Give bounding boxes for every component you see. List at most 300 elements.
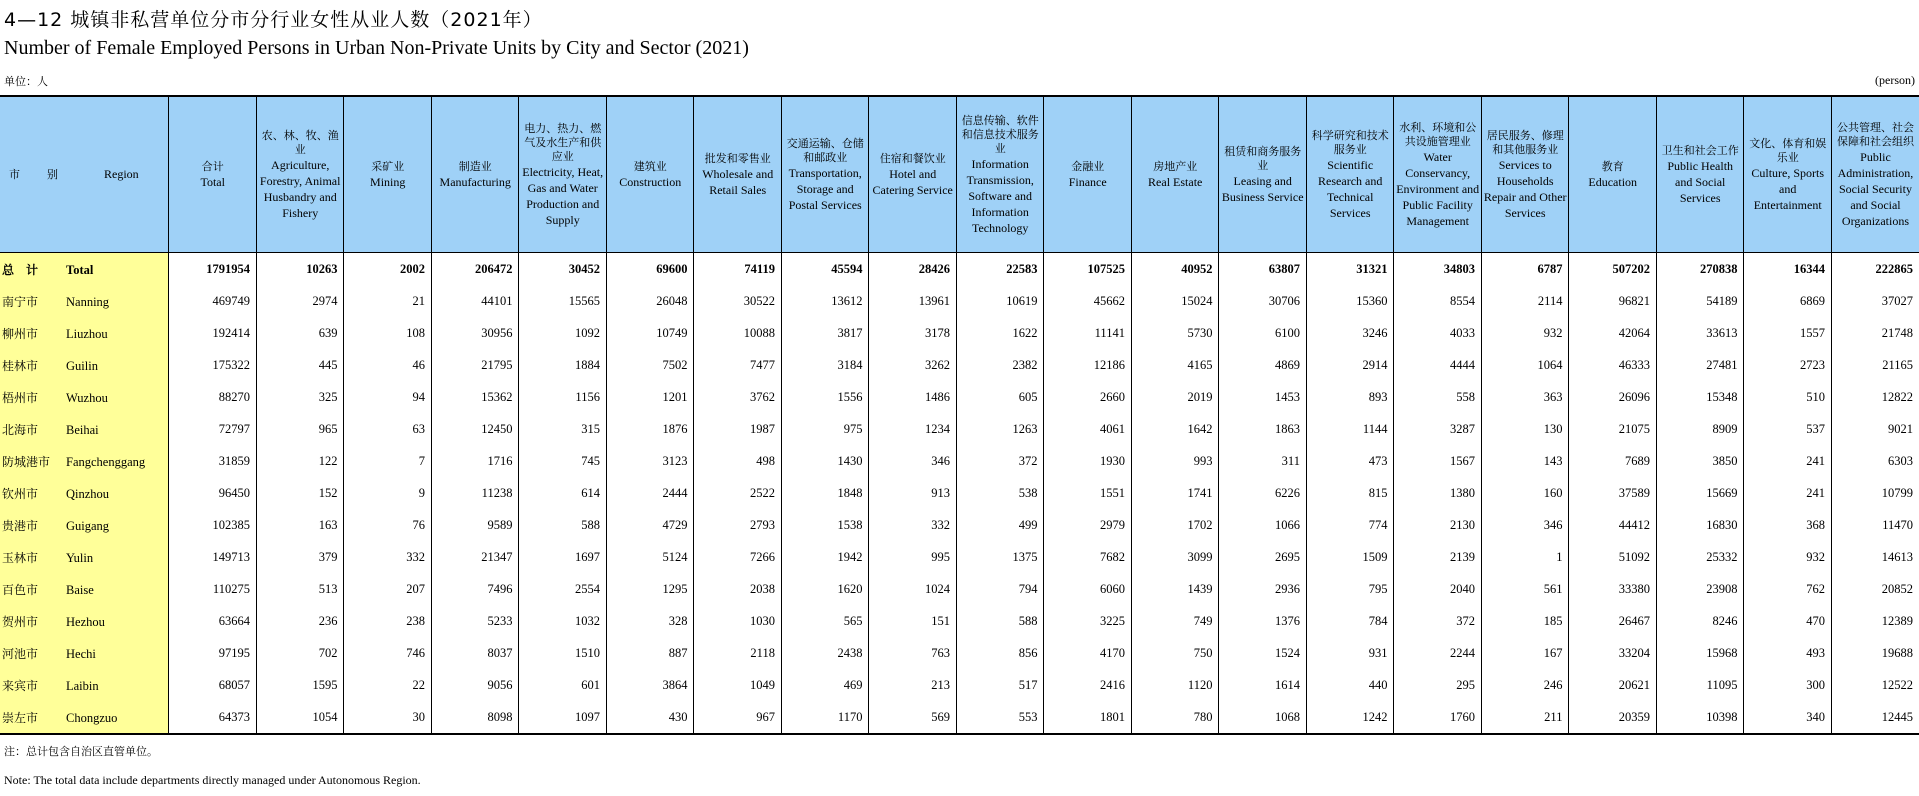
table-row (0, 573, 1919, 605)
table-cell: 7477 (694, 349, 782, 381)
column-header-cn: 电力、热力、燃气及水生产和供应业 (524, 121, 602, 163)
table-cell: 1156 (519, 381, 607, 413)
table-cell: 30 (344, 701, 432, 734)
column-header-en: Culture, Sports and Entertainment (1751, 165, 1825, 212)
table-cell: 94 (344, 381, 432, 413)
column-header-en: Hotel and Catering Service (872, 166, 953, 197)
table-cell: 31859 (169, 445, 257, 477)
table-cell: 498 (694, 445, 782, 477)
table-cell: 1201 (606, 381, 694, 413)
title-english: Number of Female Employed Persons in Urban Non-Private Units by City and Sector (2021) (4, 37, 749, 59)
column-header (1569, 96, 1657, 253)
table-cell: 1622 (956, 317, 1044, 349)
table-cell: 11095 (1656, 669, 1744, 701)
table-cell: 965 (256, 413, 344, 445)
table-cell: 553 (956, 701, 1044, 734)
table-row (0, 605, 1919, 637)
table-cell: 12186 (1044, 349, 1132, 381)
region-name-cn: 北海市 (2, 422, 39, 437)
table-cell: 28426 (869, 253, 957, 286)
column-header-en: Public Health and Social Services (1667, 158, 1734, 205)
table-cell: 3184 (781, 349, 869, 381)
column-header-cn: 农、林、牧、渔业 (261, 128, 339, 156)
table-cell: 4170 (1044, 637, 1132, 669)
table-cell: 975 (781, 413, 869, 445)
table-cell: 8098 (431, 701, 519, 734)
table-cell: 1848 (781, 477, 869, 509)
column-header-cn: 文化、体育和娱乐业 (1749, 136, 1827, 164)
table-cell: 16830 (1656, 509, 1744, 541)
table-cell: 588 (519, 509, 607, 541)
table-cell: 3864 (606, 669, 694, 701)
column-header-en: Real Estate (1148, 174, 1203, 189)
table-cell: 774 (1306, 509, 1394, 541)
table-cell: 9 (344, 477, 432, 509)
row-header (0, 541, 169, 573)
table-cell: 96450 (169, 477, 257, 509)
table-cell: 1760 (1394, 701, 1482, 734)
table-cell: 893 (1306, 381, 1394, 413)
table-cell: 1030 (694, 605, 782, 637)
table-cell: 995 (869, 541, 957, 573)
table-cell: 379 (256, 541, 344, 573)
table-cell: 537 (1744, 413, 1832, 445)
table-cell: 16344 (1744, 253, 1832, 286)
table-cell: 19688 (1831, 637, 1919, 669)
unit-label-chinese: 单位：人 (4, 75, 48, 88)
table-cell: 3225 (1044, 605, 1132, 637)
column-header-cn: 住宿和餐饮业 (879, 151, 946, 165)
table-cell: 1068 (1219, 701, 1307, 734)
column-header-cn: 教育 (1601, 159, 1624, 173)
table-cell: 45662 (1044, 285, 1132, 317)
table-cell: 1716 (431, 445, 519, 477)
row-header (0, 349, 169, 381)
region-name-en: Qinzhou (66, 486, 110, 501)
table-cell: 368 (1744, 509, 1832, 541)
table-cell: 10619 (956, 285, 1044, 317)
table-cell: 37589 (1569, 477, 1657, 509)
table-cell: 6787 (1481, 253, 1569, 286)
table-cell: 21795 (431, 349, 519, 381)
region-name-en: Liuzhou (66, 326, 108, 341)
region-header (0, 96, 169, 253)
table-cell: 3850 (1656, 445, 1744, 477)
table-cell: 14613 (1831, 541, 1919, 573)
table-cell: 167 (1481, 637, 1569, 669)
table-row (0, 637, 1919, 669)
table-cell: 1032 (519, 605, 607, 637)
table-cell: 750 (1131, 637, 1219, 669)
table-cell: 300 (1744, 669, 1832, 701)
total-row (0, 253, 1919, 286)
region-name-cn: 桂林市 (2, 358, 39, 373)
table-cell: 2118 (694, 637, 782, 669)
table-cell: 2660 (1044, 381, 1132, 413)
table-cell: 815 (1306, 477, 1394, 509)
table-cell: 6869 (1744, 285, 1832, 317)
table-cell: 363 (1481, 381, 1569, 413)
table-cell: 749 (1131, 605, 1219, 637)
table-cell: 328 (606, 605, 694, 637)
region-name-cn: 崇左市 (2, 710, 39, 725)
table-cell: 469749 (169, 285, 257, 317)
table-cell: 3762 (694, 381, 782, 413)
table-cell: 63664 (169, 605, 257, 637)
table-cell: 569 (869, 701, 957, 734)
table-cell: 44101 (431, 285, 519, 317)
table-cell: 4869 (1219, 349, 1307, 381)
table-cell: 1614 (1219, 669, 1307, 701)
table-cell: 1380 (1394, 477, 1482, 509)
column-header-en: Finance (1068, 174, 1107, 189)
column-header (956, 96, 1044, 253)
table-cell: 510 (1744, 381, 1832, 413)
table-cell: 1120 (1131, 669, 1219, 701)
table-cell: 1234 (869, 413, 957, 445)
table-cell: 565 (781, 605, 869, 637)
data-table (0, 95, 1919, 735)
table-cell: 887 (606, 637, 694, 669)
table-cell: 54189 (1656, 285, 1744, 317)
table-cell: 746 (344, 637, 432, 669)
table-cell: 4165 (1131, 349, 1219, 381)
table-cell: 2002 (344, 253, 432, 286)
table-cell: 745 (519, 445, 607, 477)
column-header-cn: 交通运输、仓储和邮政业 (786, 136, 864, 164)
table-cell: 9056 (431, 669, 519, 701)
table-cell: 1054 (256, 701, 344, 734)
table-cell: 588 (956, 605, 1044, 637)
table-cell: 3262 (869, 349, 957, 381)
header-row (0, 96, 1919, 253)
table-cell: 30522 (694, 285, 782, 317)
table-cell: 605 (956, 381, 1044, 413)
column-header-en: Construction (619, 174, 682, 189)
table-cell: 10088 (694, 317, 782, 349)
table-cell: 9021 (1831, 413, 1919, 445)
table-cell: 270838 (1656, 253, 1744, 286)
row-header (0, 509, 169, 541)
table-cell: 931 (1306, 637, 1394, 669)
table-cell: 8246 (1656, 605, 1744, 637)
table-cell: 967 (694, 701, 782, 734)
table-cell: 2914 (1306, 349, 1394, 381)
row-header (0, 477, 169, 509)
table-cell: 2793 (694, 509, 782, 541)
table-cell: 122 (256, 445, 344, 477)
table-cell: 68057 (169, 669, 257, 701)
table-cell: 1930 (1044, 445, 1132, 477)
table-cell: 558 (1394, 381, 1482, 413)
table-cell: 2974 (256, 285, 344, 317)
table-cell: 9589 (431, 509, 519, 541)
table-row (0, 317, 1919, 349)
table-cell: 513 (256, 573, 344, 605)
table-cell: 21165 (1831, 349, 1919, 381)
table-cell: 151 (869, 605, 957, 637)
column-header (1744, 96, 1832, 253)
column-header (344, 96, 432, 253)
table-cell: 160 (1481, 477, 1569, 509)
table-cell: 33613 (1656, 317, 1744, 349)
table-cell: 1066 (1219, 509, 1307, 541)
column-header-en: Leasing and Business Service (1221, 173, 1304, 204)
table-cell: 1987 (694, 413, 782, 445)
table-cell: 1376 (1219, 605, 1307, 637)
table-cell: 2038 (694, 573, 782, 605)
region-name-en: Beihai (66, 422, 99, 437)
table-cell: 7682 (1044, 541, 1132, 573)
table-cell: 6100 (1219, 317, 1307, 349)
table-cell: 8554 (1394, 285, 1482, 317)
region-name-cn: 贵港市 (2, 518, 39, 533)
table-cell: 763 (869, 637, 957, 669)
table-cell: 762 (1744, 573, 1832, 605)
row-header (0, 317, 169, 349)
table-cell: 1439 (1131, 573, 1219, 605)
table-cell: 33380 (1569, 573, 1657, 605)
region-name-cn: 百色市 (2, 582, 39, 597)
table-cell: 37027 (1831, 285, 1919, 317)
table-cell: 1263 (956, 413, 1044, 445)
table-row (0, 445, 1919, 477)
table-cell: 1538 (781, 509, 869, 541)
column-header-en: Agriculture, Forestry, Animal Husbandry and Fishery (259, 157, 341, 220)
table-cell: 238 (344, 605, 432, 637)
table-cell: 1024 (869, 573, 957, 605)
table-cell: 3123 (606, 445, 694, 477)
table-cell: 27481 (1656, 349, 1744, 381)
table-cell: 993 (1131, 445, 1219, 477)
table-cell: 346 (1481, 509, 1569, 541)
table-cell: 30706 (1219, 285, 1307, 317)
column-header (431, 96, 519, 253)
table-row (0, 477, 1919, 509)
table-cell: 15669 (1656, 477, 1744, 509)
table-cell: 26467 (1569, 605, 1657, 637)
table-cell: 15348 (1656, 381, 1744, 413)
table-cell: 12445 (1831, 701, 1919, 734)
table-cell: 1170 (781, 701, 869, 734)
table-cell: 2522 (694, 477, 782, 509)
table-cell: 12389 (1831, 605, 1919, 637)
row-header (0, 253, 169, 286)
table-cell: 10799 (1831, 477, 1919, 509)
table-cell: 241 (1744, 445, 1832, 477)
table-cell: 1430 (781, 445, 869, 477)
table-cell: 614 (519, 477, 607, 509)
table-cell: 445 (256, 349, 344, 381)
row-header (0, 285, 169, 317)
table-cell: 430 (606, 701, 694, 734)
column-header (694, 96, 782, 253)
table-cell: 20852 (1831, 573, 1919, 605)
table-cell: 46333 (1569, 349, 1657, 381)
table-cell: 10263 (256, 253, 344, 286)
table-cell: 1242 (1306, 701, 1394, 734)
table-cell: 4729 (606, 509, 694, 541)
table-cell: 1741 (1131, 477, 1219, 509)
table-cell: 1092 (519, 317, 607, 349)
region-name-cn: 南宁市 (2, 294, 39, 309)
table-cell: 69600 (606, 253, 694, 286)
table-cell: 1510 (519, 637, 607, 669)
table-cell: 1884 (519, 349, 607, 381)
region-name-cn: 钦州市 (2, 486, 39, 501)
region-name-cn: 柳州市 (2, 326, 39, 341)
table-cell: 1295 (606, 573, 694, 605)
table-cell: 149713 (169, 541, 257, 573)
table-cell: 473 (1306, 445, 1394, 477)
column-header-en: Scientific Research and Technical Services (1318, 157, 1383, 220)
column-header-en: Public Administration, Social Security and Social Organizations (1837, 149, 1914, 228)
table-cell: 13961 (869, 285, 957, 317)
table-cell: 102385 (169, 509, 257, 541)
region-name-cn: 来宾市 (2, 678, 39, 693)
table-cell: 2139 (1394, 541, 1482, 573)
table-cell: 1049 (694, 669, 782, 701)
region-name-cn: 玉林市 (2, 550, 39, 565)
table-cell: 10749 (606, 317, 694, 349)
table-cell: 22583 (956, 253, 1044, 286)
table-cell: 22 (344, 669, 432, 701)
region-name-cn: 防城港市 (2, 454, 51, 469)
column-header-cn: 卫生和社会工作 (1661, 143, 1739, 157)
table-cell: 1486 (869, 381, 957, 413)
table-cell: 42064 (1569, 317, 1657, 349)
table-cell: 1524 (1219, 637, 1307, 669)
table-row (0, 669, 1919, 701)
table-cell: 206472 (431, 253, 519, 286)
column-header (1394, 96, 1482, 253)
table-cell: 561 (1481, 573, 1569, 605)
column-header (1831, 96, 1919, 253)
row-header (0, 605, 169, 637)
table-cell: 30956 (431, 317, 519, 349)
table-cell: 163 (256, 509, 344, 541)
table-cell: 3246 (1306, 317, 1394, 349)
table-cell: 1876 (606, 413, 694, 445)
region-name-en: Laibin (66, 678, 99, 693)
row-header (0, 701, 169, 734)
table-cell: 1595 (256, 669, 344, 701)
table-cell: 340 (1744, 701, 1832, 734)
table-cell: 11470 (1831, 509, 1919, 541)
column-header-cn: 采矿业 (371, 159, 405, 173)
table-cell: 346 (869, 445, 957, 477)
table-cell: 2019 (1131, 381, 1219, 413)
table-cell: 332 (869, 509, 957, 541)
table-cell: 1551 (1044, 477, 1132, 509)
table-cell: 2695 (1219, 541, 1307, 573)
table-cell: 110275 (169, 573, 257, 605)
table-cell: 1942 (781, 541, 869, 573)
table-cell: 97195 (169, 637, 257, 669)
table-cell: 88270 (169, 381, 257, 413)
table-cell: 241 (1744, 477, 1832, 509)
row-header (0, 445, 169, 477)
table-cell: 3817 (781, 317, 869, 349)
region-header-en: Region (104, 167, 139, 181)
table-cell: 311 (1219, 445, 1307, 477)
table-cell: 20359 (1569, 701, 1657, 734)
table-cell: 1453 (1219, 381, 1307, 413)
table-cell: 8909 (1656, 413, 1744, 445)
table-cell: 315 (519, 413, 607, 445)
table-cell: 794 (956, 573, 1044, 605)
table-cell: 12450 (431, 413, 519, 445)
table-cell: 26048 (606, 285, 694, 317)
table-body (0, 253, 1919, 735)
table-cell: 192414 (169, 317, 257, 349)
table-cell: 932 (1744, 541, 1832, 573)
table-cell: 108 (344, 317, 432, 349)
table-cell: 152 (256, 477, 344, 509)
table-cell: 2114 (1481, 285, 1569, 317)
table-cell: 6303 (1831, 445, 1919, 477)
table-cell: 64373 (169, 701, 257, 734)
table-cell: 470 (1744, 605, 1832, 637)
region-name-en: Nanning (66, 294, 110, 309)
table-cell: 856 (956, 637, 1044, 669)
table-cell: 1557 (1744, 317, 1832, 349)
column-header-en: Information Transmission, Software and Information Technology (966, 156, 1034, 235)
column-header (1219, 96, 1307, 253)
table-cell: 31321 (1306, 253, 1394, 286)
table-cell: 3287 (1394, 413, 1482, 445)
region-name-cn: 贺州市 (2, 614, 39, 629)
region-name-en: Guilin (66, 358, 98, 373)
title-chinese: 4—12 城镇非私营单位分市分行业女性从业人数（2021年） (4, 9, 543, 31)
table-cell: 20621 (1569, 669, 1657, 701)
column-header (1656, 96, 1744, 253)
table-cell: 4033 (1394, 317, 1482, 349)
table-cell: 372 (1394, 605, 1482, 637)
table-cell: 46 (344, 349, 432, 381)
column-header-en: Transportation, Storage and Postal Services (788, 165, 862, 212)
table-cell: 1556 (781, 381, 869, 413)
column-header-cn: 租赁和商务服务业 (1224, 144, 1302, 172)
region-name-cn: 总 计 (2, 262, 39, 277)
column-header (869, 96, 957, 253)
table-cell: 1567 (1394, 445, 1482, 477)
table-cell: 33204 (1569, 637, 1657, 669)
table-cell: 2040 (1394, 573, 1482, 605)
region-name-en: Chongzuo (66, 710, 118, 725)
table-cell: 1801 (1044, 701, 1132, 734)
table-cell: 1097 (519, 701, 607, 734)
column-header-en: Manufacturing (439, 174, 511, 189)
table-cell: 332 (344, 541, 432, 573)
table-cell: 639 (256, 317, 344, 349)
table-cell: 1642 (1131, 413, 1219, 445)
table-cell: 15362 (431, 381, 519, 413)
column-header-cn: 房地产业 (1153, 159, 1198, 173)
row-header (0, 669, 169, 701)
table-cell: 538 (956, 477, 1044, 509)
column-header-cn: 水利、环境和公共设施管理业 (1399, 120, 1477, 148)
table-cell: 4444 (1394, 349, 1482, 381)
column-header-cn: 合计 (201, 159, 224, 173)
table-cell: 3178 (869, 317, 957, 349)
table-cell: 6226 (1219, 477, 1307, 509)
table-cell: 1863 (1219, 413, 1307, 445)
region-name-cn: 梧州市 (2, 390, 39, 405)
table-cell: 51092 (1569, 541, 1657, 573)
table-row (0, 413, 1919, 445)
table-cell: 11141 (1044, 317, 1132, 349)
